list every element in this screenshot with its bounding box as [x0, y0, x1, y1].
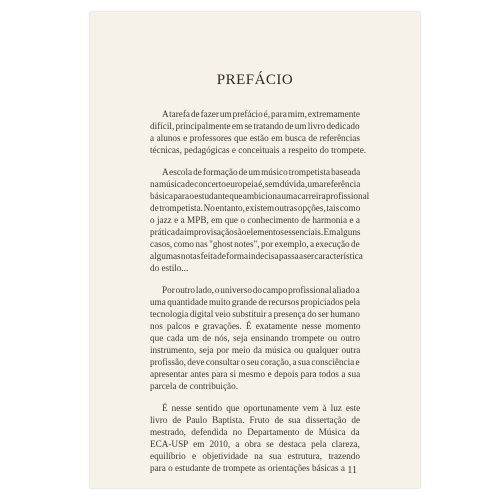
text-line: A tarefa de fazer um prefácio é, para mim, extremamente [162, 109, 360, 119]
text-line: mestrado, defendida no Departamento de Música da [150, 427, 360, 437]
text-line: ECA-USP em 2010, a obra se destaca pela clareza, [150, 439, 360, 449]
text-line: difícil, principalmente em se tratando de um livro dedicado [150, 121, 360, 131]
text-line: do estilo... [150, 263, 189, 273]
text-line: para o estudante de trompete as orientações básicas a [150, 463, 345, 473]
text-line: apresentar antes para si mesmo e depois para todos a sua [150, 369, 361, 379]
text-line: prática da improvisação são elementos essenciais. Em alguns [150, 227, 361, 237]
paragraph [150, 166, 370, 274]
text-line: o jazz e a MPB, em que o conhecimento de harmonia e a [150, 215, 360, 225]
text-line: É nesse sentido que oportunamente vem à luz este [162, 403, 361, 413]
text-line: a alunos e professores que estão em busca de referências [150, 133, 360, 143]
text-line: que cada um de nós, seja ensinando trompete ou outro [150, 333, 361, 343]
paragraph [150, 402, 360, 474]
text-line: básica para o estudante que ambiciona uma carreira profissional [150, 191, 370, 201]
text-line: na música de concerto europeia é, sem dúvida, uma referência [150, 179, 361, 189]
text-line: de trompetista. No entanto, existem outras opções, tais como [150, 203, 361, 213]
text-line: equilíbrio e objetividade na sua estrutura, trazendo [150, 451, 360, 461]
text-line: instrumento, seja por meio da música ou qualquer outra [150, 345, 361, 355]
text-line: algumas notas feita de forma indecisa passa a ser característica [150, 251, 363, 261]
text-line: tecnologia digital veio substituir a presença do ser humano [150, 309, 360, 319]
text-line: nos palcos e gravações. É exatamente nesse momento [150, 321, 361, 331]
book-page [90, 12, 420, 488]
text-line: Por outro lado, o universo do campo profissional aliado a [162, 285, 360, 295]
text-line: técnicas, pedagógicas e conceituais a respeito do trompete. [150, 145, 367, 155]
page-body [150, 108, 370, 484]
paragraph [150, 284, 360, 392]
paragraph [150, 108, 367, 156]
text-line: livro de Paulo Baptista. Fruto de sua dissertação de [150, 415, 361, 425]
text-line: parcela de contribuição. [150, 381, 238, 391]
text-line: uma quantidade muito grande de recursos propiciados pela [150, 297, 361, 307]
page-title: PREFÁCIO [216, 72, 294, 88]
page-number: 11 [347, 465, 357, 476]
text-line: A escola de formação de um músico trompetista baseada [162, 167, 361, 177]
text-line: profissão, deve consultar o seu coração, a sua consciência e [150, 357, 360, 367]
text-line: casos, como nas "ghost notes", por exemplo, a execução de [150, 239, 360, 249]
